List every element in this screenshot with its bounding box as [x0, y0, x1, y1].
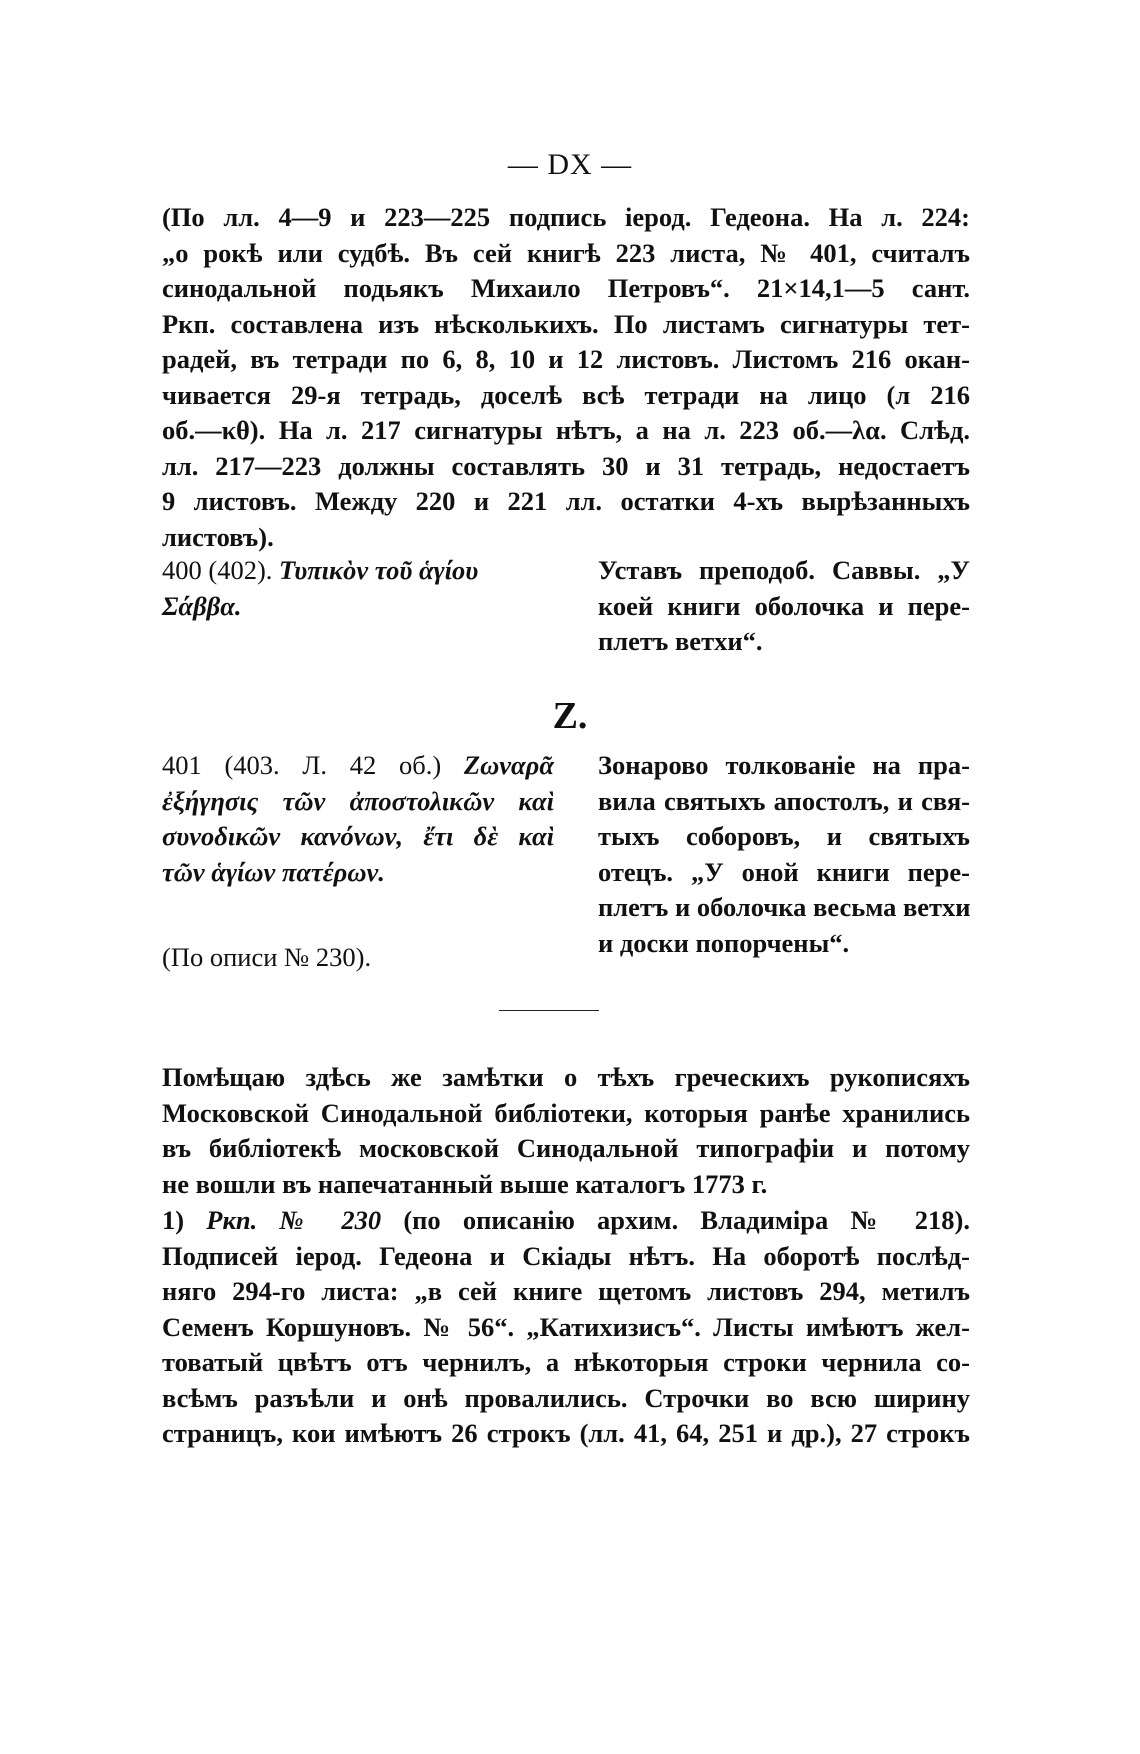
- greek-title: συνοδικῶν κανόνων, ἔτι δὲ καὶ: [162, 821, 554, 851]
- greek-title: Ζωναρᾶ: [463, 750, 554, 780]
- manuscript-label: Ркп. № 230: [206, 1205, 382, 1235]
- text-line: тыхъ соборовъ, и святыхъ: [598, 821, 970, 851]
- entry-401-title: [162, 748, 554, 890]
- text-line: листовъ).: [162, 521, 274, 552]
- text-line: вила святыхъ апостолъ, и свя-: [598, 785, 970, 816]
- text-line: всѣмъ разъѣли и онѣ провалились. Строчки во всю ширину: [162, 1382, 970, 1413]
- entry-number: 400 (402).: [162, 555, 273, 585]
- text-line: Зонарово толкованіе на пра-: [598, 750, 970, 780]
- entry-number: 401 (403. Л. 42 об.): [162, 750, 442, 780]
- entry-400-description: [598, 553, 970, 660]
- text-line: Уставъ преподоб. Саввы. „У: [598, 555, 970, 585]
- text-line: и доски попорчены“.: [598, 927, 850, 958]
- text-line: чивается 29-я тетрадь, доселѣ всѣ тетради на лицо (л 216: [162, 379, 970, 410]
- text-line: отецъ. „У оной книги пере-: [598, 856, 970, 887]
- text-line: Московской Синодальной библіотеки, которыя ранѣе хранились: [162, 1097, 970, 1128]
- text-line: (По лл. 4—9 и 223—225 подпись іерод. Гедеона. На л. 224:: [162, 202, 970, 232]
- text-line: радей, въ тетради по 6, 8, 10 и 12 листовъ. Листомъ 216 окан-: [162, 344, 970, 374]
- text-line: въ библіотекѣ московской Синодальной типографіи и потому: [162, 1133, 970, 1163]
- text-line: синодальной подьякъ Михаило Петровъ“. 21×14,1—5 сант.: [162, 273, 970, 303]
- text-line: коей книги оболочка и пере-: [598, 590, 970, 621]
- item-1-paragraph: [162, 1203, 970, 1452]
- text-line: Подписей іерод. Гедеона и Скіады нѣтъ. На оборотѣ послѣд-: [162, 1240, 970, 1271]
- text-line: Помѣщаю здѣсь же замѣтки о тѣхъ греческихъ рукописяхъ: [162, 1062, 970, 1092]
- section-divider: [499, 1010, 599, 1011]
- page-number: — DX —: [507, 148, 633, 181]
- text-line: об.—κθ). На л. 217 сигнатуры нѣтъ, а на л. 223 об.—λα. Слѣд.: [162, 415, 970, 445]
- text-line: (По описи № 230).: [162, 942, 372, 972]
- text-line: Ркп. составлена изъ нѣсколькихъ. По листамъ сигнатуры тет-: [162, 308, 970, 339]
- item-prefix: 1): [162, 1205, 207, 1235]
- text-line: „о рокѣ или судбѣ. Въ сей книгѣ 223 листа, № 401, считалъ: [162, 237, 970, 268]
- entry-400-title: [162, 553, 554, 624]
- text-line: плетъ и оболочка весьма ветхи: [598, 892, 971, 922]
- supplement-paragraph: [162, 1060, 970, 1202]
- greek-title: ἐξήγησις τῶν ἀποστολικῶν καὶ: [162, 785, 554, 816]
- text-line: лл. 217—223 должны составлять 30 и 31 тетрадь, недостаетъ: [162, 450, 970, 481]
- greek-title: Σάββα.: [162, 590, 242, 621]
- text-line: не вошли въ напечатанный выше каталогъ 1773 г.: [162, 1168, 768, 1199]
- greek-title: Τυπικὸν τοῦ ἁγίου: [279, 555, 479, 585]
- text-line: няго 294-го листа: „в сей книге щетомъ листовъ 294, метилъ: [162, 1276, 970, 1306]
- intro-paragraph: [162, 200, 970, 555]
- text-line: товатый цвѣтъ отъ чернилъ, а нѣкоторыя строки чернила со-: [162, 1347, 970, 1377]
- text-line: 9 листовъ. Между 220 и 221 лл. остатки 4-хъ вырѣзанныхъ: [162, 486, 970, 516]
- greek-title: τῶν ἁγίων πατέρων.: [162, 856, 385, 887]
- text-line: Семенъ Коршуновъ. № 56“. „Катихизисъ“. Листы имѣютъ жел-: [162, 1311, 970, 1342]
- section-letter: Z.: [552, 695, 588, 737]
- entry-401-description: [598, 748, 970, 961]
- inventory-note: [162, 940, 554, 976]
- text-line: (по описанію архим. Владиміра № 218).: [381, 1205, 971, 1235]
- text-line: плетъ ветхи“.: [598, 626, 763, 656]
- text-line: страницъ, кои имѣютъ 26 строкъ (лл. 41, 64, 251 и др.), 27 строкъ: [162, 1418, 970, 1448]
